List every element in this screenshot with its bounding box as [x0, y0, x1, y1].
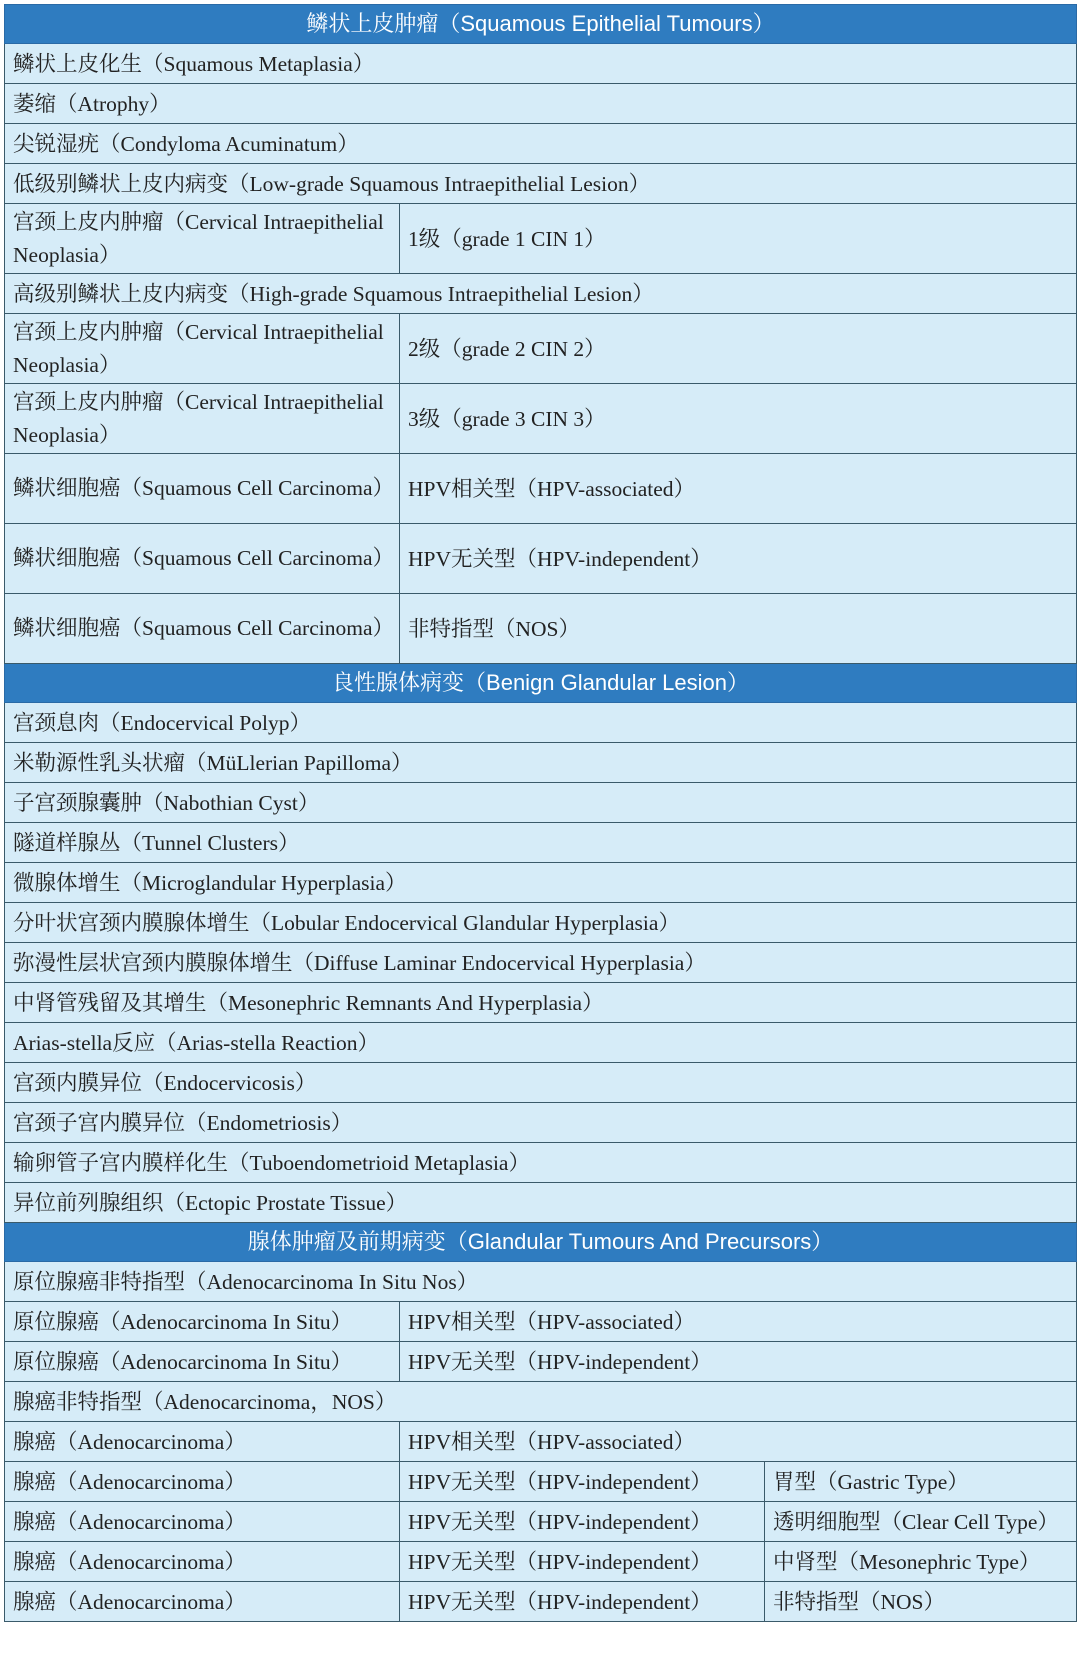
table-row — [5, 124, 1077, 164]
section-title: 鳞状上皮肿瘤（Squamous Epithelial Tumours） — [5, 5, 1077, 44]
table-cell: 中肾型（Mesonephric Type） — [765, 1542, 1077, 1582]
table-cell: 弥漫性层状宫颈内膜腺体增生（Diffuse Laminar Endocervical Hyperplasia） — [5, 943, 1077, 983]
table-cell: 隧道样腺丛（Tunnel Clusters） — [5, 823, 1077, 863]
table-cell: 宫颈息肉（Endocervical Polyp） — [5, 703, 1077, 743]
table-cell: 尖锐湿疣（Condyloma Acuminatum） — [5, 124, 1077, 164]
table-row — [5, 1542, 1077, 1582]
table-row — [5, 783, 1077, 823]
classification-table-body — [5, 5, 1077, 1622]
table-cell: 分叶状宫颈内膜腺体增生（Lobular Endocervical Glandular Hyperplasia） — [5, 903, 1077, 943]
table-cell: 1级（grade 1 CIN 1） — [400, 204, 1077, 274]
table-cell: 腺癌（Adenocarcinoma） — [5, 1582, 400, 1622]
table-row — [5, 1582, 1077, 1622]
table-cell: 中肾管残留及其增生（Mesonephric Remnants And Hyperplasia） — [5, 983, 1077, 1023]
table-row — [5, 1023, 1077, 1063]
table-row — [5, 1342, 1077, 1382]
table-row — [5, 1502, 1077, 1542]
table-row — [5, 983, 1077, 1023]
table-cell: 透明细胞型（Clear Cell Type） — [765, 1502, 1077, 1542]
table-row — [5, 863, 1077, 903]
section-title: 腺体肿瘤及前期病变（Glandular Tumours And Precursors） — [5, 1223, 1077, 1262]
table-cell: 宫颈上皮内肿瘤（Cervical Intraepithelial Neoplasia） — [5, 314, 400, 384]
table-cell: 宫颈子宫内膜异位（Endometriosis） — [5, 1103, 1077, 1143]
table-row — [5, 274, 1077, 314]
table-row — [5, 1262, 1077, 1302]
table-row — [5, 1462, 1077, 1502]
table-row — [5, 84, 1077, 124]
table-row — [5, 1183, 1077, 1223]
table-cell: 腺癌（Adenocarcinoma） — [5, 1462, 400, 1502]
table-cell: HPV无关型（HPV-independent） — [400, 1582, 765, 1622]
table-cell: HPV相关型（HPV-associated） — [400, 1302, 1077, 1342]
table-cell: HPV无关型（HPV-independent） — [400, 1502, 765, 1542]
table-cell: 腺癌非特指型（Adenocarcinoma，NOS） — [5, 1382, 1077, 1422]
table-cell: 腺癌（Adenocarcinoma） — [5, 1422, 400, 1462]
table-row — [5, 823, 1077, 863]
table-row — [5, 1422, 1077, 1462]
table-cell: 低级别鳞状上皮内病变（Low-grade Squamous Intraepithelial Lesion） — [5, 164, 1077, 204]
table-cell: 鳞状上皮化生（Squamous Metaplasia） — [5, 44, 1077, 84]
table-cell: 鳞状细胞癌（Squamous Cell Carcinoma） — [5, 524, 400, 594]
table-row — [5, 204, 1077, 274]
table-row — [5, 1302, 1077, 1342]
table-cell: 原位腺癌非特指型（Adenocarcinoma In Situ Nos） — [5, 1262, 1077, 1302]
table-row — [5, 454, 1077, 524]
section-header-row — [5, 664, 1077, 703]
table-cell: 输卵管子宫内膜样化生（Tuboendometrioid Metaplasia） — [5, 1143, 1077, 1183]
table-cell: 宫颈上皮内肿瘤（Cervical Intraepithelial Neoplasia） — [5, 384, 400, 454]
table-cell: 微腺体增生（Microglandular Hyperplasia） — [5, 863, 1077, 903]
table-cell: 3级（grade 3 CIN 3） — [400, 384, 1077, 454]
table-cell: HPV无关型（HPV-independent） — [400, 1542, 765, 1582]
table-cell: 原位腺癌（Adenocarcinoma In Situ） — [5, 1302, 400, 1342]
table-cell: 子宫颈腺囊肿（Nabothian Cyst） — [5, 783, 1077, 823]
table-cell: 胃型（Gastric Type） — [765, 1462, 1077, 1502]
table-row — [5, 1063, 1077, 1103]
section-header-row — [5, 1223, 1077, 1262]
table-cell: 鳞状细胞癌（Squamous Cell Carcinoma） — [5, 454, 400, 524]
table-row — [5, 384, 1077, 454]
table-cell: HPV无关型（HPV-independent） — [400, 524, 1077, 594]
table-cell: HPV相关型（HPV-associated） — [400, 454, 1077, 524]
table-cell: Arias-stella反应（Arias-stella Reaction） — [5, 1023, 1077, 1063]
table-cell: 非特指型（NOS） — [400, 594, 1077, 664]
table-row — [5, 943, 1077, 983]
table-row — [5, 1143, 1077, 1183]
table-row — [5, 703, 1077, 743]
table-row — [5, 44, 1077, 84]
table-cell: 米勒源性乳头状瘤（MüLlerian Papilloma） — [5, 743, 1077, 783]
section-header-row — [5, 5, 1077, 44]
table-cell: 萎缩（Atrophy） — [5, 84, 1077, 124]
table-cell: 宫颈内膜异位（Endocervicosis） — [5, 1063, 1077, 1103]
section-title: 良性腺体病变（Benign Glandular Lesion） — [5, 664, 1077, 703]
table-cell: 宫颈上皮内肿瘤（Cervical Intraepithelial Neoplasia） — [5, 204, 400, 274]
classification-table — [4, 4, 1077, 1622]
table-row — [5, 1103, 1077, 1143]
table-cell: 原位腺癌（Adenocarcinoma In Situ） — [5, 1342, 400, 1382]
table-cell: HPV无关型（HPV-independent） — [400, 1462, 765, 1502]
table-cell: 2级（grade 2 CIN 2） — [400, 314, 1077, 384]
table-cell: 高级别鳞状上皮内病变（High-grade Squamous Intraepithelial Lesion） — [5, 274, 1077, 314]
table-row — [5, 743, 1077, 783]
table-cell: 腺癌（Adenocarcinoma） — [5, 1542, 400, 1582]
table-cell: HPV无关型（HPV-independent） — [400, 1342, 1077, 1382]
table-row — [5, 314, 1077, 384]
table-cell: 异位前列腺组织（Ectopic Prostate Tissue） — [5, 1183, 1077, 1223]
table-cell: 鳞状细胞癌（Squamous Cell Carcinoma） — [5, 594, 400, 664]
table-cell: 腺癌（Adenocarcinoma） — [5, 1502, 400, 1542]
table-cell: 非特指型（NOS） — [765, 1582, 1077, 1622]
table-row — [5, 524, 1077, 594]
table-row — [5, 903, 1077, 943]
table-cell: HPV相关型（HPV-associated） — [400, 1422, 1077, 1462]
table-row — [5, 164, 1077, 204]
table-row — [5, 1382, 1077, 1422]
table-row — [5, 594, 1077, 664]
